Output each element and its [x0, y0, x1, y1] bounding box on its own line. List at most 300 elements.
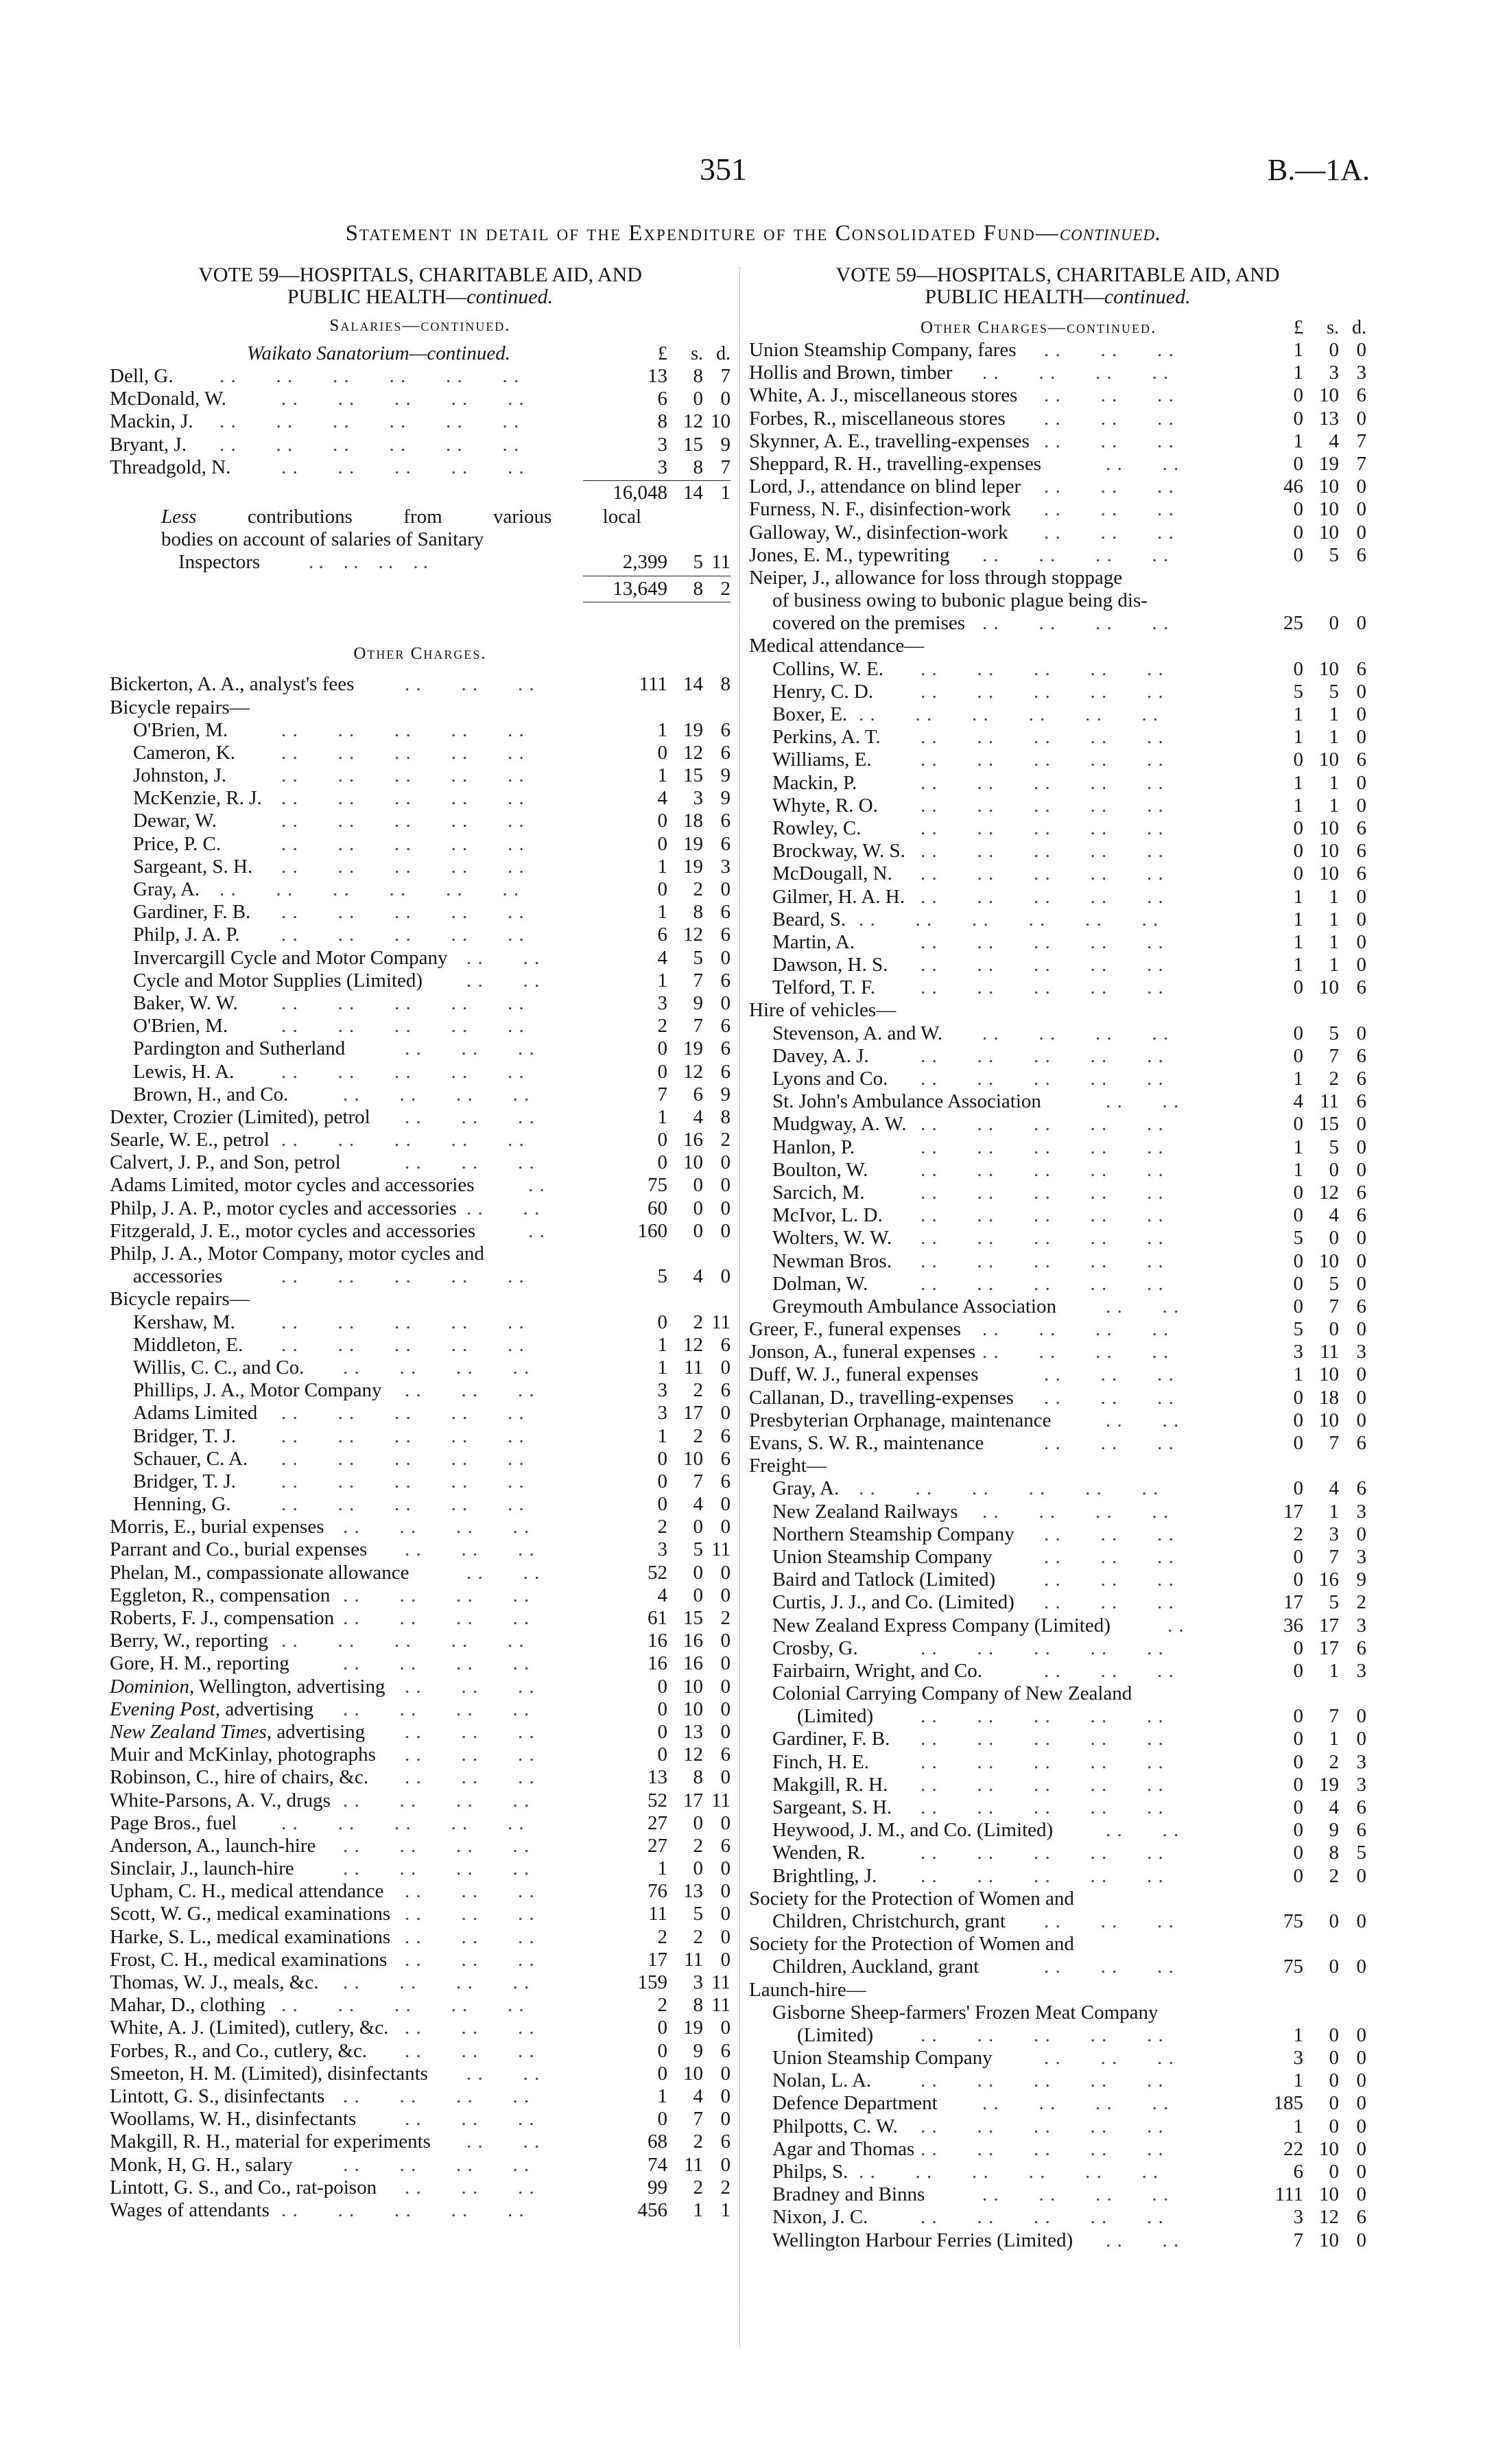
left-item-pounds: 16	[648, 1652, 667, 1675]
left-item-row	[110, 970, 731, 992]
right-item-pence: 0	[1356, 2092, 1366, 2115]
right-item-leader: . . . . . . . . . .	[921, 1136, 1164, 1158]
left-item-pence: 6	[720, 1333, 731, 1356]
left-item-row	[110, 1197, 731, 1220]
right-item-pence: 0	[1356, 954, 1366, 976]
right-item-leader: . . . . . . . . . .	[921, 680, 1164, 703]
left-item-pence: 11	[711, 1538, 731, 1561]
right-item-pounds: 46	[1283, 476, 1303, 498]
left-item-pence: 0	[720, 1652, 731, 1675]
right-item-name: Makgill, R. H.	[772, 1773, 888, 1796]
right-item-pence: 3	[1356, 1500, 1366, 1523]
right-item-name: Launch-hire—	[749, 1978, 866, 2001]
left-item-leader: . . . .	[466, 1561, 541, 1584]
salaries-heading: Salaries—continued.	[329, 316, 511, 335]
left-item-row	[110, 1607, 731, 1630]
right-item-pence: 6	[1356, 1181, 1366, 1204]
right-item-leader: . . . . . . . . . .	[921, 1750, 1164, 1773]
right-item-pence: 0	[1356, 1136, 1366, 1158]
left-item-row	[110, 833, 731, 856]
left-item-row	[110, 1288, 731, 1311]
left-item-leader: . . . . . .	[405, 1720, 535, 1743]
right-item-leader: . . . . . . . . . .	[921, 1842, 1164, 1864]
right-item-pounds: 1	[1293, 930, 1303, 953]
left-item-shillings: 8	[693, 1766, 703, 1789]
right-item-pounds: 0	[1293, 1842, 1303, 1864]
right-item-row	[749, 908, 1366, 931]
right-item-leader: . . . . . . . . . .	[921, 726, 1164, 749]
right-item-pounds: 0	[1293, 1044, 1303, 1067]
right-item-pounds: 0	[1293, 1864, 1303, 1887]
left-item-name: Bickerton, A. A., analyst's fees	[110, 673, 355, 696]
left-item-pence: 0	[720, 1903, 731, 1925]
right-item-pounds: 1	[1293, 908, 1303, 930]
left-item-name: Wages of attendants	[110, 2198, 270, 2221]
left-item-row	[110, 1538, 731, 1561]
left-item-leader: . . . . . . . . . .	[281, 1129, 525, 1151]
right-item-shillings: 0	[1329, 2161, 1339, 2183]
right-item-leader: . . . . . . . .	[982, 1022, 1170, 1044]
right-item-pounds: 1	[1293, 2069, 1303, 2092]
left-item-shillings: 4	[693, 2085, 703, 2107]
left-item-pounds: 0	[657, 832, 667, 855]
salary-leader: . . . . . . . . . . . .	[219, 433, 520, 456]
right-item-shillings: 2	[1329, 1864, 1339, 1887]
left-item-shillings: 2	[693, 878, 703, 900]
right-item-shillings: 0	[1329, 2023, 1339, 2046]
right-shillings-header: s.	[1327, 317, 1339, 338]
left-item-row	[110, 1083, 731, 1106]
left-item-name: Schauer, C. A.	[133, 1447, 248, 1470]
right-item-pounds: 1	[1293, 1068, 1303, 1090]
left-item-row	[110, 2176, 731, 2199]
right-item-pence: 3	[1356, 1341, 1366, 1363]
left-item-shillings: 2	[693, 2131, 703, 2153]
left-item-pounds: 13	[648, 1766, 667, 1789]
left-item-leader: . . . . . . . . . .	[281, 1994, 525, 2017]
right-item-name: Nixon, J. C.	[772, 2206, 868, 2229]
left-item-name: Lewis, H. A.	[133, 1060, 235, 1083]
right-item-shillings: 16	[1319, 1569, 1339, 1591]
right-item-shillings: 7	[1329, 1295, 1339, 1317]
left-item-leader: . . . . . .	[405, 1037, 535, 1060]
left-item-name: Lintott, G. S., disinfectants	[110, 2085, 325, 2107]
right-item-leader: . . . . . . . . . .	[921, 2023, 1164, 2046]
salary-row	[110, 434, 731, 456]
left-item-name: Evening Post, advertising	[110, 1698, 314, 1720]
right-item-shillings: 8	[1329, 1842, 1339, 1864]
left-item-shillings: 8	[693, 901, 703, 924]
right-item-shillings: 10	[1319, 657, 1339, 680]
left-item-name: Anderson, A., launch-hire	[110, 1834, 316, 1857]
right-item-shillings: 5	[1329, 680, 1339, 703]
right-item-pence: 6	[1356, 1295, 1366, 1317]
right-item-name: Whyte, R. O.	[772, 794, 878, 817]
left-item-leader: . . . . . . . .	[343, 1698, 530, 1720]
left-item-leader: . . . . . . . .	[343, 1083, 530, 1105]
right-item-row	[749, 1956, 1366, 1978]
right-item-name: Martin, A.	[772, 930, 855, 953]
column-divider	[739, 268, 740, 2347]
right-item-row	[749, 1523, 1366, 1546]
right-item-shillings: 10	[1319, 2229, 1339, 2251]
salaries-list	[110, 365, 731, 479]
left-item-row	[110, 901, 731, 924]
right-item-leader: . . . . . . . . . .	[921, 840, 1164, 863]
right-item-leader: . . . . . .	[1044, 1432, 1174, 1454]
right-item-name: Sheppard, R. H., travelling-expenses	[749, 452, 1042, 475]
left-item-row	[110, 992, 731, 1015]
subtotal-pounds: 16,048	[613, 481, 667, 504]
right-item-shillings: 1	[1329, 930, 1339, 953]
right-item-pounds: 0	[1293, 1728, 1303, 1750]
left-item-name: Cameron, K.	[133, 741, 235, 764]
left-item-pence: 0	[720, 1356, 731, 1378]
right-item-pounds: 3	[1293, 2206, 1303, 2229]
less-line3-text: Inspectors	[178, 551, 261, 574]
left-item-leader: . . . . . .	[405, 1538, 535, 1561]
left-item-pounds: 0	[657, 1720, 667, 1743]
waikato-heading: Waikato Sanatorium—continued.	[247, 342, 510, 364]
right-item-pounds: 1	[1293, 1136, 1303, 1158]
left-item-name: Makgill, R. H., material for experiments	[110, 2131, 431, 2153]
right-item-pounds: 1	[1293, 703, 1303, 725]
left-item-leader: . . . . . . . . . .	[281, 924, 525, 946]
right-item-row	[749, 2206, 1366, 2229]
right-item-leader: . . . . . . . . . .	[921, 1044, 1164, 1067]
right-item-pounds: 0	[1293, 498, 1303, 521]
right-item-pence: 6	[1356, 2206, 1366, 2229]
right-item-shillings: 10	[1319, 863, 1339, 885]
right-item-pence: 0	[1356, 2137, 1366, 2160]
left-item-shillings: 3	[693, 1971, 703, 1993]
left-item-row	[110, 764, 731, 787]
left-item-leader: . . . . . . . . . .	[281, 901, 525, 924]
salary-shillings: 0	[693, 388, 703, 410]
left-item-leader: . . . . . . . .	[343, 1356, 530, 1378]
salary-leader: . . . . . . . . . . . .	[219, 410, 520, 433]
left-item-pence: 6	[720, 1834, 731, 1857]
right-item-leader: . . . . . . . . . .	[921, 749, 1164, 771]
right-item-pounds: 5	[1293, 1318, 1303, 1341]
left-item-shillings: 10	[683, 1447, 703, 1470]
left-item-leader: . . . . . .	[405, 2176, 535, 2198]
left-item-shillings: 10	[683, 1698, 703, 1720]
salary-leader: . . . . . . . . . .	[281, 456, 525, 478]
right-item-name: (Limited)	[797, 1705, 874, 1728]
net-shillings: 8	[693, 578, 703, 600]
less-line3: Inspectors . . . . . . . . 2,399 5 11	[178, 551, 731, 574]
right-item-name: Brockway, W. S.	[772, 840, 905, 863]
left-item-pounds: 0	[657, 2017, 667, 2039]
right-item-row	[749, 362, 1366, 384]
right-item-shillings: 10	[1319, 1363, 1339, 1386]
left-item-row	[110, 1106, 731, 1129]
right-item-pounds: 0	[1293, 521, 1303, 543]
right-item-pounds: 17	[1283, 1591, 1303, 1614]
left-item-name: Johnston, J.	[133, 764, 227, 787]
left-item-pence: 0	[720, 1720, 731, 1743]
right-item-pounds: 0	[1293, 1113, 1303, 1136]
left-item-leader: . . . . . . . . . .	[281, 2198, 525, 2221]
left-item-pence: 0	[720, 1857, 731, 1880]
right-item-row	[749, 1637, 1366, 1660]
right-item-row	[749, 1933, 1366, 1956]
shillings-header: s.	[691, 343, 703, 364]
left-item-leader: . . . . . . . .	[343, 1607, 530, 1629]
right-item-name: Sarcich, M.	[772, 1181, 865, 1204]
left-item-pence: 6	[720, 832, 731, 855]
right-vote-heading	[749, 264, 1366, 308]
left-item-leader: . . . . . .	[405, 1766, 535, 1789]
left-item-pounds: 99	[648, 2176, 667, 2198]
left-item-name: Searle, W. E., petrol	[110, 1129, 270, 1151]
right-item-leader: . . . . . . . . . .	[921, 863, 1164, 885]
right-item-leader: . . . . . . . . . .	[921, 930, 1164, 953]
right-item-leader: . .	[1167, 1614, 1185, 1636]
less-line1-text: contributions from various local	[247, 506, 641, 528]
left-item-leader: . . . . . . . . . .	[281, 1265, 525, 1288]
right-item-pence: 2	[1356, 1591, 1366, 1614]
right-item-pounds: 111	[1274, 2183, 1303, 2206]
right-item-pounds: 1	[1293, 2023, 1303, 2046]
right-item-name: Wenden, R.	[772, 1842, 866, 1864]
left-item-row	[110, 2085, 731, 2108]
left-item-pence: 0	[720, 1402, 731, 1424]
left-item-pounds: 27	[648, 1834, 667, 1857]
right-item-pounds: 0	[1293, 452, 1303, 475]
left-item-pounds: 4	[657, 1584, 667, 1606]
right-item-pounds: 0	[1293, 749, 1303, 771]
right-item-pounds: 0	[1293, 384, 1303, 407]
left-item-pence: 8	[720, 673, 731, 696]
left-item-name: Price, P. C.	[133, 832, 222, 855]
right-item-shillings: 1	[1329, 771, 1339, 794]
right-item-pence: 0	[1356, 521, 1366, 543]
left-item-pence: 9	[720, 787, 731, 810]
right-item-shillings: 10	[1319, 498, 1339, 521]
salary-row	[110, 388, 731, 410]
left-item-name: Sinclair, J., launch-hire	[110, 1857, 294, 1880]
left-item-name: Lintott, G. S., and Co., rat-poison	[110, 2176, 377, 2198]
right-item-leader: . . . . . . . . . .	[921, 771, 1164, 794]
right-item-leader: . . . . . . . . . .	[921, 1796, 1164, 1818]
right-item-pounds: 0	[1293, 1477, 1303, 1500]
right-item-name: Agar and Thomas	[772, 2137, 915, 2160]
right-item-row	[749, 1705, 1366, 1728]
right-item-name: Medical attendance—	[749, 635, 925, 657]
left-item-row	[110, 1151, 731, 1174]
right-item-pence: 9	[1356, 1569, 1366, 1591]
right-item-leader: . . . . . . . . . .	[921, 1705, 1164, 1728]
right-item-pounds: 0	[1293, 1432, 1303, 1454]
right-item-row	[749, 1409, 1366, 1432]
right-item-pounds: 185	[1273, 2092, 1303, 2115]
salary-pounds: 3	[657, 433, 667, 456]
right-item-leader: . . . . . . . . . .	[921, 954, 1164, 976]
right-item-name: Baird and Tatlock (Limited)	[772, 1569, 996, 1591]
left-item-pounds: 68	[648, 2131, 667, 2153]
right-item-row	[749, 1751, 1366, 1774]
salary-leader: . . . . . . . . . .	[281, 388, 525, 410]
right-item-row	[749, 2069, 1366, 2092]
right-item-row	[749, 1250, 1366, 1273]
right-item-name: Bradney and Binns	[772, 2183, 925, 2206]
right-item-name: Children, Christchurch, grant	[772, 1910, 1006, 1932]
right-item-pounds: 0	[1293, 407, 1303, 430]
salary-pounds: 13	[648, 365, 667, 387]
left-item-name: Brown, H., and Co.	[133, 1083, 289, 1105]
right-item-name: Union Steamship Company	[772, 2047, 993, 2069]
right-item-pounds: 1	[1293, 2115, 1303, 2137]
right-item-leader: . . . . . . . .	[982, 1500, 1170, 1523]
salary-pence: 7	[720, 456, 731, 478]
right-item-pounds: 75	[1283, 1956, 1303, 1978]
left-item-leader: . . . . . .	[405, 2108, 535, 2131]
left-item-pence: 6	[720, 969, 731, 992]
left-item-pounds: 0	[657, 2039, 667, 2062]
left-item-name: Middleton, E.	[133, 1333, 244, 1356]
right-item-row	[749, 498, 1366, 521]
left-item-name: White-Parsons, A. V., drugs	[110, 1789, 331, 1811]
salary-row	[110, 365, 731, 388]
right-item-name: Williams, E.	[772, 749, 872, 771]
right-item-pence: 0	[1356, 885, 1366, 908]
right-item-shillings: 7	[1329, 1432, 1339, 1454]
salary-pounds: 3	[657, 456, 667, 478]
left-item-leader: . . . .	[466, 2062, 541, 2085]
right-item-shillings: 5	[1329, 1136, 1339, 1158]
left-item-pence: 0	[720, 878, 731, 900]
salary-name: McDonald, W.	[110, 388, 226, 410]
right-item-row	[749, 1569, 1366, 1591]
right-item-name: Henry, C. D.	[772, 680, 874, 703]
subtotal-row	[110, 482, 731, 504]
left-item-pounds: 16	[648, 1630, 667, 1652]
right-item-name: Boxer, E.	[772, 703, 848, 725]
right-item-pence: 6	[1356, 863, 1366, 885]
right-item-name: Brightling, J.	[772, 1864, 877, 1887]
left-item-leader: . . . . . . . . . .	[281, 1333, 525, 1356]
right-item-row	[749, 1273, 1366, 1295]
right-item-leader: . . . . . . . . . .	[921, 976, 1164, 999]
left-item-pence: 0	[720, 1561, 731, 1584]
right-item-shillings: 12	[1319, 1181, 1339, 1204]
salary-row	[110, 456, 731, 479]
left-item-shillings: 0	[693, 1174, 703, 1197]
left-item-pence: 2	[720, 2176, 731, 2198]
right-item-pounds: 3	[1293, 1341, 1303, 1363]
left-item-pounds: 5	[657, 1265, 667, 1288]
right-item-row	[749, 1022, 1366, 1045]
right-item-name: Skynner, A. E., travelling-expenses	[749, 430, 1030, 452]
right-item-pounds: 0	[1293, 1773, 1303, 1796]
left-item-pence: 11	[711, 1789, 731, 1811]
left-item-shillings: 12	[683, 1333, 703, 1356]
right-item-shillings: 1	[1329, 1728, 1339, 1750]
right-item-name: Galloway, W., disinfection-work	[749, 521, 1008, 543]
right-item-pence: 0	[1356, 2183, 1366, 2206]
left-item-name: Dewar, W.	[133, 810, 217, 832]
right-item-shillings: 1	[1329, 954, 1339, 976]
left-item-shillings: 16	[683, 1652, 703, 1675]
right-item-pounds: 17	[1283, 1500, 1303, 1523]
left-item-name: Upham, C. H., medical attendance	[110, 1880, 384, 1903]
right-item-leader: . . . . . . . . . .	[921, 1068, 1164, 1090]
right-item-shillings: 0	[1329, 1956, 1339, 1978]
left-item-pence: 6	[720, 810, 731, 832]
left-item-pounds: 0	[657, 2062, 667, 2085]
left-vote-line2	[110, 286, 731, 308]
left-item-row	[110, 2131, 731, 2153]
salary-pence: 0	[720, 388, 731, 410]
left-item-name: McKenzie, R. J.	[133, 787, 262, 810]
left-item-pounds: 3	[657, 1402, 667, 1424]
left-item-leader: . . . . . .	[405, 2039, 535, 2062]
right-item-shillings: 0	[1329, 1318, 1339, 1341]
right-column	[749, 264, 1366, 2252]
right-item-leader: . . . .	[1106, 1819, 1180, 1842]
left-item-shillings: 0	[693, 1561, 703, 1584]
right-item-leader: . . . . . .	[1044, 1386, 1174, 1409]
right-item-pounds: 0	[1293, 863, 1303, 885]
left-item-shillings: 17	[683, 1402, 703, 1424]
right-item-row	[749, 521, 1366, 544]
salary-name: Threadgold, N.	[110, 456, 231, 478]
left-item-pounds: 2	[657, 1925, 667, 1948]
left-item-leader: . . . . . . . . . .	[281, 1447, 525, 1470]
left-item-row	[110, 1652, 731, 1675]
right-item-pence: 6	[1356, 1044, 1366, 1067]
right-item-pence: 0	[1356, 1272, 1366, 1295]
right-item-shillings: 11	[1320, 1341, 1339, 1363]
right-item-pence: 0	[1356, 1318, 1366, 1341]
left-item-pence: 6	[720, 924, 731, 946]
left-item-pence: 6	[720, 718, 731, 741]
left-item-name: Gore, H. M., reporting	[110, 1652, 289, 1675]
right-item-row	[749, 384, 1366, 407]
right-other-heading: Other Charges—continued.	[921, 318, 1157, 337]
page-code: B.—1A.	[1267, 153, 1370, 187]
salary-name: Bryant, J.	[110, 433, 187, 456]
left-item-name: accessories	[133, 1265, 223, 1288]
left-item-leader: . . . . . . . . . . . .	[219, 878, 520, 900]
left-item-row	[110, 1334, 731, 1357]
right-item-row	[749, 840, 1366, 863]
left-item-pence: 6	[720, 1060, 731, 1083]
left-item-leader: . . . .	[466, 969, 541, 992]
left-item-name: Morris, E., burial expenses	[110, 1516, 324, 1538]
left-item-row	[110, 719, 731, 742]
left-item-shillings: 7	[693, 1470, 703, 1492]
left-item-shillings: 11	[684, 1356, 703, 1378]
left-item-shillings: 5	[693, 1538, 703, 1561]
right-item-pence: 3	[1356, 1750, 1366, 1773]
left-item-pounds: 3	[657, 1538, 667, 1561]
salary-shillings: 8	[693, 456, 703, 478]
left-vote-line2-text: PUBLIC HEALTH—	[287, 285, 467, 308]
right-item-name: Society for the Protection of Women and	[749, 1933, 1074, 1956]
left-item-shillings: 0	[693, 1219, 703, 1242]
right-item-shillings: 1	[1329, 908, 1339, 930]
left-item-shillings: 2	[693, 1424, 703, 1447]
left-item-shillings: 10	[683, 1675, 703, 1698]
less-pounds: 2,399	[622, 551, 667, 574]
right-item-shillings: 2	[1329, 1750, 1339, 1773]
right-item-shillings: 7	[1329, 1044, 1339, 1067]
right-item-leader: . . . . . . . . . .	[921, 2115, 1164, 2137]
right-item-name: Finch, H. E.	[772, 1750, 869, 1773]
